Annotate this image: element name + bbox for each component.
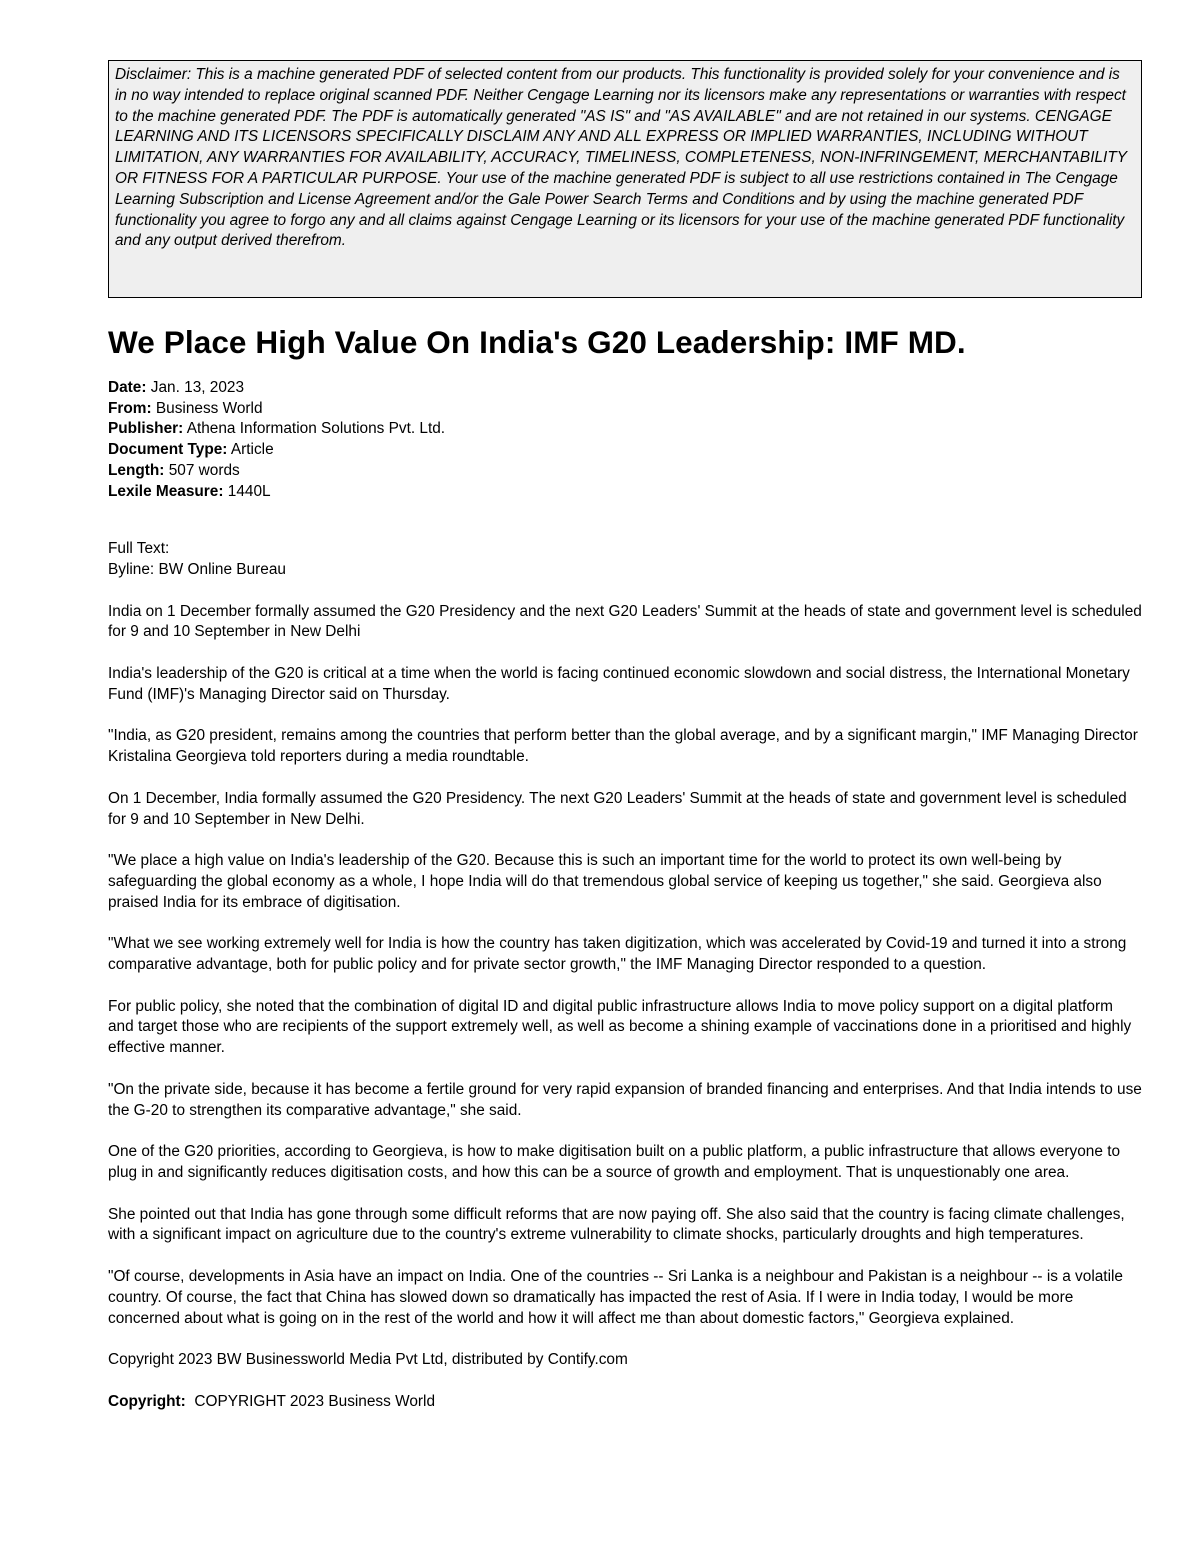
meta-lexile	[108, 482, 1142, 503]
paragraph: She pointed out that India has gone through some difficult reforms that are now paying off. She also said that the country is facing climate challenges, with a significant impact on agriculture due to the country's extreme vulnerability to climate shocks, particularly droughts and high temperatures.	[108, 1205, 1125, 1244]
meta-date-value: Jan. 13, 2023	[150, 379, 245, 396]
disclaimer-box: Disclaimer: This is a machine generated PDF of selected content from our products. This functionality is provided solely for your convenience and is in no way intended to replace original scanned PDF. Neither Cengage Learning nor its licensors make any representations or warranties with respect to the machine generated PDF. The PDF is automatically generated "AS IS" and "AS AVAILABLE" and are not retained in our systems. CENGAGE LEARNING AND ITS LICENSORS SPECIFICALLY DISCLAIM ANY AND ALL EXPRESS OR IMPLIED WARRANTIES, INCLUDING WITHOUT LIMITATION, ANY WARRANTIES FOR AVAILABILITY, ACCURACY, TIMELINESS, COMPLETENESS, NON-INFRINGEMENT, MERCHANTABILITY OR FITNESS FOR A PARTICULAR PURPOSE. Your use of the machine generated PDF is subject to all use restrictions contained in The Cengage Learning Subscription and License Agreement and/or the Gale Power Search Terms and Conditions and by using the machine generated PDF functionality you agree to forgo any and all claims against Cengage Learning or its licensors for your use of the machine generated PDF functionality and any output derived therefrom.	[108, 60, 1142, 298]
meta-lexile-value: 1440L	[227, 482, 271, 500]
meta-doctype-label: Document Type:	[108, 441, 228, 459]
paragraph: "What we see working extremely well for India is how the country has taken digitization, which was accelerated by Covid-19 and turned it into a strong comparative advantage, both for public policy and for private sector growth," the IMF Managing Director responded to a question.	[108, 935, 1127, 974]
meta-from	[108, 399, 1142, 420]
paragraph: India's leadership of the G20 is critical at a time when the world is facing continued economic slowdown and social distress, the International Monetary Fund (IMF)'s Managing Director said on Thursday.	[108, 665, 1130, 703]
article-metadata	[108, 378, 1142, 502]
copyright-label: Copyright:	[108, 1392, 186, 1410]
paragraph: "On the private side, because it has become a fertile ground for very rapid expansion of branded financing and enterprises. And that India intends to use the G-20 to strengthen its comparative advantage," she said.	[108, 1080, 1142, 1119]
fulltext-label: Full Text:	[108, 540, 170, 558]
meta-publisher	[108, 419, 1142, 440]
meta-date-label: Date:	[108, 379, 147, 396]
paragraph: For public policy, she noted that the combination of digital ID and digital public infrastructure allows India to move policy support on a digital platform and target those who are recipients of the support extremely well, as well as become a shining example of vaccinations done in a prioritised and highly effective manner.	[108, 997, 1132, 1057]
meta-publisher-label: Publisher:	[108, 420, 184, 438]
paragraph: India on 1 December formally assumed the G20 Presidency and the next G20 Leaders' Summit at the heads of state and government level is scheduled for 9 and 10 September in New Delhi	[108, 602, 1142, 641]
paragraph: "India, as G20 president, remains among the countries that perform better than the global average, and by a significant margin," IMF Managing Director Kristalina Georgieva told reporters during a media roundtable.	[108, 727, 1138, 766]
source-copyright-paragraph: Copyright 2023 BW Businessworld Media Pvt Ltd, distributed by Contify.com	[108, 1351, 628, 1369]
paragraph: "We place a high value on India's leadership of the G20. Because this is such an important time for the world to protect its own well-being by safeguarding the global economy as a whole, I hope India will do that tremendous global service of keeping us together," she said. Georgieva also praised India for its embrace of digitisation.	[108, 852, 1102, 911]
article-title: We Place High Value On India's G20 Leadership: IMF MD.	[108, 324, 966, 360]
meta-publisher-value: Athena Information Solutions Pvt. Ltd.	[186, 420, 446, 438]
meta-length-label: Length:	[108, 461, 165, 479]
meta-from-label: From:	[108, 399, 152, 417]
paragraph: On 1 December, India formally assumed the G20 Presidency. The next G20 Leaders' Summit at the heads of state and government level is scheduled for 9 and 10 September in New Delhi.	[108, 789, 1127, 828]
document-page	[108, 60, 1142, 1413]
paragraph: One of the G20 priorities, according to Georgieva, is how to make digitisation built on a public platform, a public infrastructure that allows everyone to plug in and significantly reduces digitisation costs, and how this can be a source of growth and employment. That is unquestionably one area.	[108, 1143, 1121, 1181]
article-body	[108, 539, 1142, 1412]
meta-length-value: 507 words	[168, 461, 240, 479]
meta-document-type	[108, 440, 1142, 461]
meta-length	[108, 461, 1142, 482]
meta-doctype-value: Article	[230, 441, 274, 459]
copyright-value: COPYRIGHT 2023 Business World	[194, 1392, 436, 1410]
copyright-line	[108, 1392, 1142, 1413]
meta-from-value: Business World	[155, 399, 263, 417]
meta-lexile-label: Lexile Measure:	[108, 482, 224, 500]
meta-date	[108, 378, 1142, 399]
paragraph: "Of course, developments in Asia have an impact on India. One of the countries -- Sri Lanka is a neighbour and Pakistan is a neighbour -- is a volatile country. Of course, the fact that China has slowed down so dramatically has impacted the rest of Asia. If I were in India today, I would be more concerned about what is going on in the rest of the world and how it will affect me than about domestic factors," Georgieva explained.	[108, 1268, 1123, 1327]
byline: Byline: BW Online Bureau	[108, 560, 286, 578]
fulltext-header	[108, 539, 1142, 580]
